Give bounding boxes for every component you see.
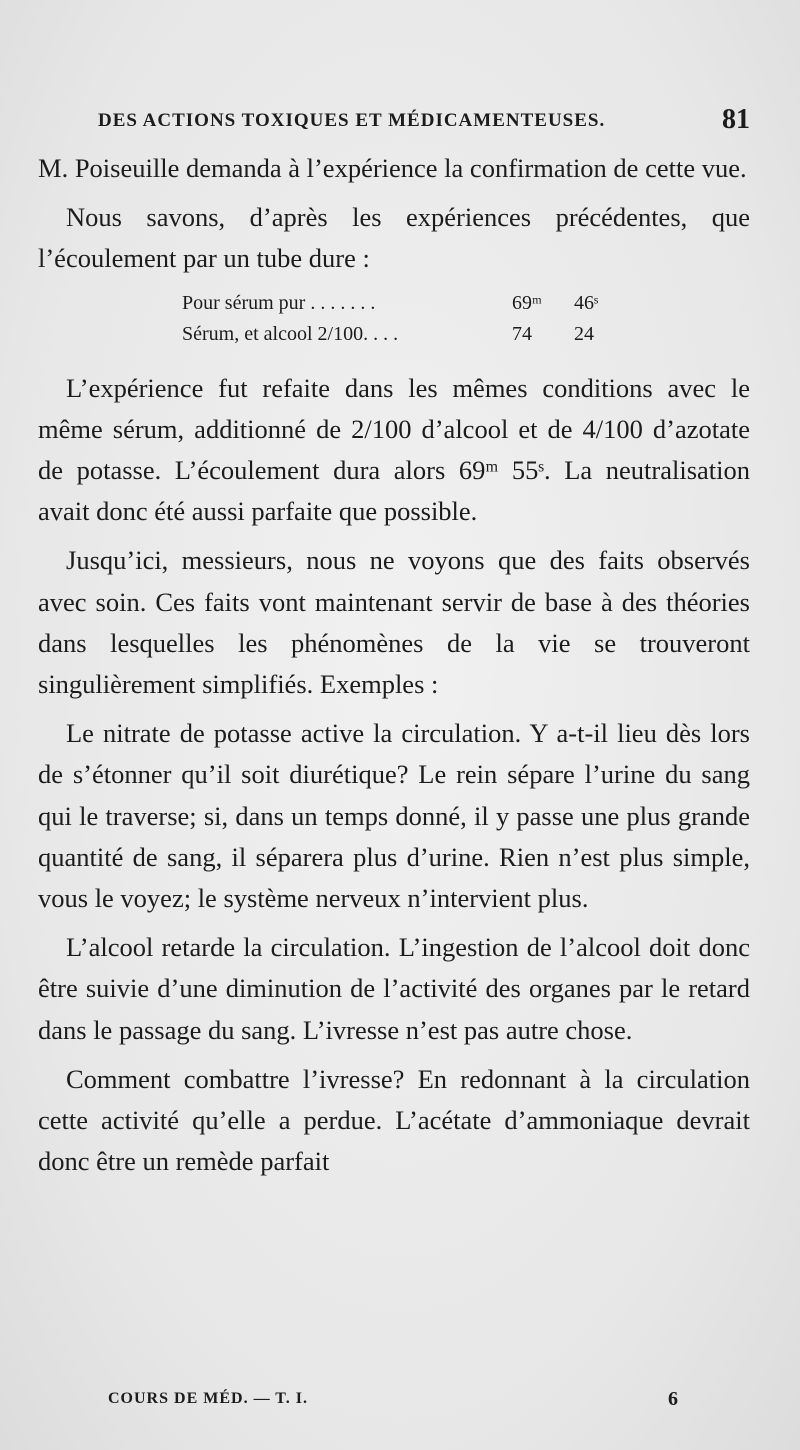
paragraph-3: L’expérience fut refaite dans les mêmes conditions avec le même sérum, additionné de 2/100 d’alcool et de 4/100 d’azotate de potasse. L’écoulement dura alors 69ᵐ 55ˢ. La neutralisation avait donc été aussi parfaite que possible.	[38, 372, 750, 527]
signature-mark: COURS DE MÉD. — T. I.	[108, 1390, 308, 1407]
running-title: DES ACTIONS TOXIQUES ET MÉDICAMENTEUSES.	[98, 110, 606, 131]
row-seconds: 24	[574, 322, 594, 345]
page-header	[98, 104, 750, 140]
paragraph-5: Le nitrate de potasse active la circulation. Y a-t-il lieu dès lors de s’étonner qu’il soit diurétique? Le rein sépare l’urine du sang qui le traverse; si, dans un temps donné, il y passe une plus grande quantité de sang, il séparera plus d’urine. Rien n’est plus simple, vous le voyez; le système nerveux n’intervient plus.	[38, 718, 750, 914]
row-seconds: 46ˢ	[574, 291, 599, 314]
paragraph-6: L’alcool retarde la circulation. L’ingestion de l’alcool doit donc être suivie d’une diminution de l’activité des organes par le retard dans le passage du sang. L’ivresse n’est pas autre chose.	[38, 932, 750, 1045]
page-footer	[108, 1388, 678, 1418]
row-label: Sérum, et alcool 2/100. . . .	[182, 322, 399, 345]
flow-time-table	[38, 288, 750, 350]
row-minutes: 69ᵐ	[512, 291, 542, 314]
row-minutes: 74	[512, 322, 532, 345]
row-label: Pour sérum pur . . . . . . .	[182, 291, 376, 314]
sheet-number: 6	[668, 1388, 678, 1410]
page-body	[38, 148, 750, 1182]
paragraph-4: Jusqu’ici, messieurs, nous ne voyons que des faits observés avec soin. Ces faits vont maintenant servir de base à des théories dans lesquelles les phénomènes de la vie se trouveront singulièrement simplifiés. Exemples :	[38, 545, 750, 700]
paragraph-1: M. Poiseuille demanda à l’expérience la confirmation de cette vue.	[38, 153, 747, 183]
page-number: 81	[722, 104, 750, 135]
paragraph-7: Comment combattre l’ivresse? En redonnant à la circulation cette activité qu’elle a perdue. L’acétate d’ammoniaque devrait donc être un remède parfait	[38, 1063, 750, 1177]
table-row	[182, 288, 750, 319]
table-row	[182, 319, 750, 350]
paragraph-2: Nous savons, d’après les expériences précédentes, que l’écoulement par un tube dure :	[38, 202, 750, 274]
